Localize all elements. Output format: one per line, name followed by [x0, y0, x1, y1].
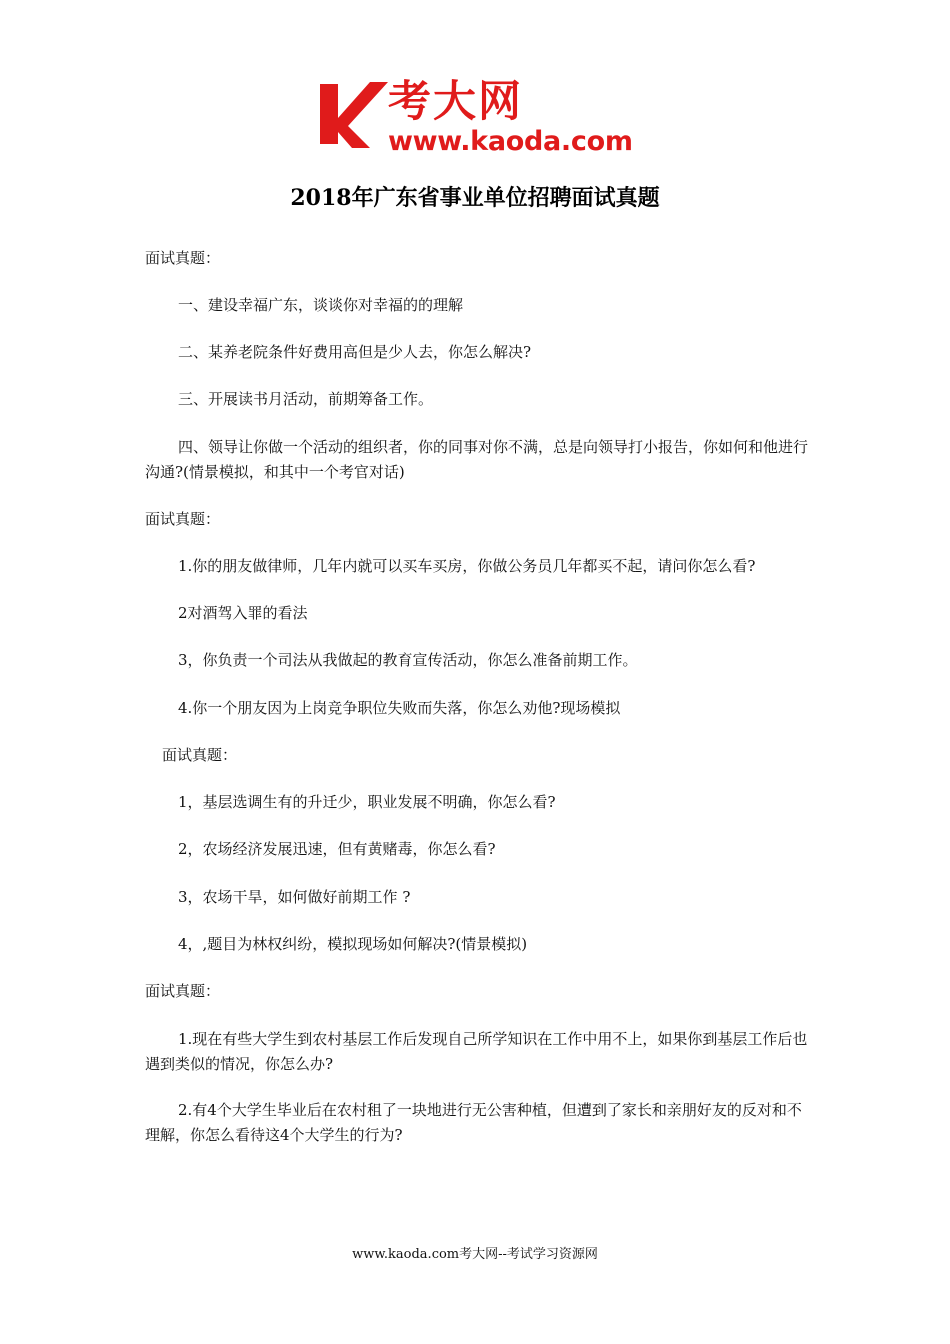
- question-item: 二、某养老院条件好费用高但是少人去，你怎么解决?: [178, 343, 532, 361]
- question-item: 1.现在有些大学生到农村基层工作后发现自己所学知识在工作中用不上，如果你到基层工作后也遇到类似的情况，你怎么办?: [145, 1030, 808, 1073]
- question-item: 三、开展读书月活动，前期筹备工作。: [178, 390, 434, 408]
- section-heading: 面试真题：: [145, 510, 221, 528]
- question-item: 一、建设幸福广东，谈谈你对幸福的的理解: [178, 296, 464, 314]
- logo-chinese-text: 考大网: [388, 77, 523, 127]
- question-item: 2，农场经济发展迅速，但有黄赌毒，你怎么看?: [178, 840, 496, 858]
- page-title: 2018年广东省事业单位招聘面试真题: [290, 185, 660, 211]
- question-item: 四、领导让你做一个活动的组织者，你的同事对你不满，总是向领导打小报告，你如何和他进行沟通?(情景模拟，和其中一个考官对话): [145, 438, 809, 481]
- question-item: 4.你一个朋友因为上岗竞争职位失败而失落，你怎么劝他?现场模拟: [178, 699, 621, 717]
- kaoda-logo: [318, 78, 640, 160]
- logo-url-text: www.kaoda.com: [388, 126, 633, 157]
- question-item: 4，,题目为林权纠纷，模拟现场如何解决?(情景模拟): [178, 935, 528, 953]
- question-item: 1，基层选调生有的升迁少，职业发展不明确，你怎么看?: [178, 793, 556, 811]
- question-item: 2对酒驾入罪的看法: [178, 604, 308, 622]
- section-heading: 面试真题：: [162, 746, 238, 764]
- question-item: 1.你的朋友做律师，几年内就可以买车买房，你做公务员几年都买不起，请问你怎么看?: [178, 557, 756, 575]
- page-footer: www.kaoda.com考大网--考试学习资源网: [352, 1247, 598, 1262]
- question-item: 3，你负责一个司法从我做起的教育宣传活动，你怎么准备前期工作。: [178, 651, 638, 669]
- question-item: 2.有4个大学生毕业后在农村租了一块地进行无公害种植，但遭到了家长和亲朋好友的反对和不理解，你怎么看待这4个大学生的行为?: [145, 1101, 802, 1144]
- k-logo-icon: [318, 78, 392, 150]
- section-heading: 面试真题：: [145, 982, 221, 1000]
- section-heading: 面试真题：: [145, 249, 221, 267]
- question-item: 3，农场干旱，如何做好前期工作 ?: [178, 888, 411, 906]
